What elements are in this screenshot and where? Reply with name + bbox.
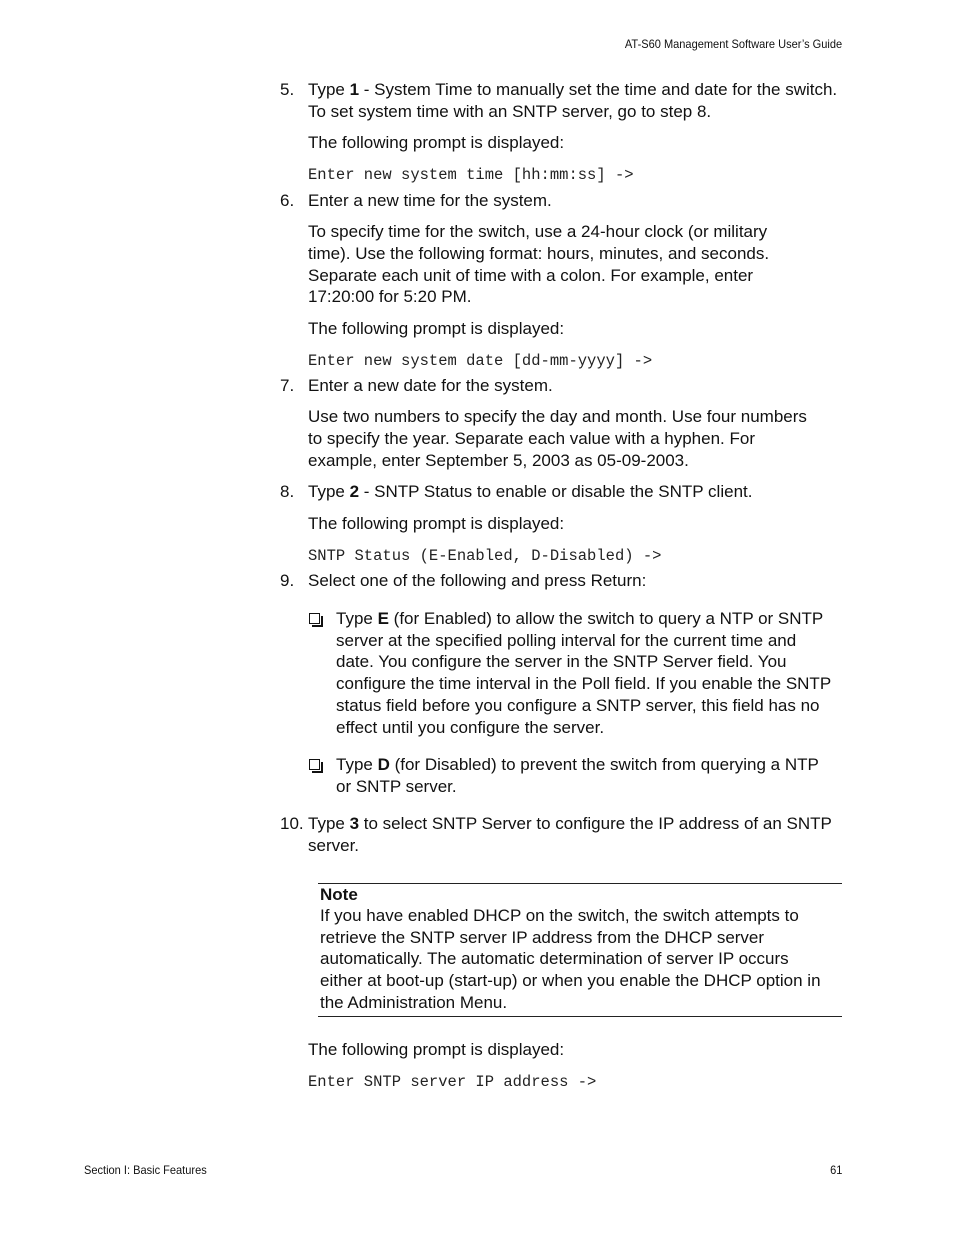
command-prompt: Enter SNTP server IP address -> <box>308 1073 597 1091</box>
bullet-line: or SNTP server. <box>336 777 457 796</box>
step-9-text: Select one of the following and press Return: <box>308 571 647 590</box>
page-footer <box>84 1163 842 1177</box>
bullet-line: server at the specified polling interval for the current time and <box>336 631 797 650</box>
step-text: - System Time to manually set the time and date for the switch. <box>359 80 838 99</box>
bullet-text: Type <box>336 755 378 774</box>
menu-option: 1 <box>349 80 360 99</box>
step-number: 10. <box>280 814 304 833</box>
step-text: to select SNTP Server to configure the IP address of an SNTP <box>359 814 832 833</box>
note-line: the Administration Menu. <box>320 993 508 1012</box>
prompt-label: The following prompt is displayed: <box>308 133 565 152</box>
step-8-text <box>308 481 752 503</box>
bullet-text: (for Disabled) to prevent the switch from querying a NTP <box>389 755 819 774</box>
note-line: retrieve the SNTP server IP address from the DHCP server <box>320 928 765 947</box>
paragraph-line: to specify the year. Separate each value with a hyphen. For <box>308 429 755 448</box>
page-number: 61 <box>829 1163 842 1177</box>
bullet-line: status field before you configure a SNTP server, this field has no <box>336 696 820 715</box>
menu-option: 3 <box>349 814 360 833</box>
bullet-line: date. You configure the server in the SNTP Server field. You <box>336 652 787 671</box>
step-text: Type <box>308 482 350 501</box>
bullet-text: (for Enabled) to allow the switch to query a NTP or SNTP <box>388 609 824 628</box>
step-text: - SNTP Status to enable or disable the SNTP client. <box>359 482 753 501</box>
step-6-text: Enter a new time for the system. <box>308 191 552 210</box>
paragraph-line: time). Use the following format: hours, minutes, and seconds. <box>308 244 770 263</box>
paragraph-line: To specify time for the switch, use a 24-hour clock (or military <box>308 222 768 241</box>
checkbox-bullet-icon <box>309 613 320 624</box>
bullet-disabled-line-1 <box>336 754 819 776</box>
command-prompt: Enter new system date [dd-mm-yyyy] -> <box>308 352 653 370</box>
footer-section: Section I: Basic Features <box>84 1163 207 1177</box>
step-number: 6. <box>280 191 295 210</box>
step-number: 8. <box>280 482 295 501</box>
menu-option: 2 <box>349 482 360 501</box>
bullet-enabled-line-1 <box>336 608 823 630</box>
step-number: 9. <box>280 571 295 590</box>
step-text: Type <box>308 80 350 99</box>
command-prompt: Enter new system time [hh:mm:ss] -> <box>308 166 634 184</box>
command-prompt: SNTP Status (E-Enabled, D-Disabled) -> <box>308 547 662 565</box>
note-top-rule <box>318 883 842 884</box>
step-10-line-1 <box>308 813 832 835</box>
paragraph-line: Separate each unit of time with a colon. For example, enter <box>308 266 754 285</box>
step-5-line-2: To set system time with an SNTP server, go to step 8. <box>308 102 712 121</box>
step-number: 7. <box>280 376 295 395</box>
step-5-line-1 <box>308 79 837 101</box>
bullet-text: Type <box>336 609 378 628</box>
paragraph-line: Use two numbers to specify the day and month. Use four numbers <box>308 407 807 426</box>
bullet-line: configure the time interval in the Poll field. If you enable the SNTP <box>336 674 832 693</box>
note-line: If you have enabled DHCP on the switch, the switch attempts to <box>320 906 799 925</box>
prompt-label: The following prompt is displayed: <box>308 319 565 338</box>
paragraph-line: example, enter September 5, 2003 as 05-09-2003. <box>308 451 689 470</box>
option-key: D <box>377 755 390 774</box>
note-title: Note <box>320 885 358 904</box>
note-bottom-rule <box>318 1016 842 1017</box>
step-text: Type <box>308 814 350 833</box>
step-7-text: Enter a new date for the system. <box>308 376 553 395</box>
checkbox-bullet-icon <box>309 759 320 770</box>
note-line: either at boot-up (start-up) or when you enable the DHCP option in <box>320 971 821 990</box>
prompt-label: The following prompt is displayed: <box>308 514 565 533</box>
step-number: 5. <box>280 80 295 99</box>
note-line: automatically. The automatic determination of server IP occurs <box>320 949 789 968</box>
step-10-line-2: server. <box>308 836 360 855</box>
prompt-label: The following prompt is displayed: <box>308 1040 565 1059</box>
option-key: E <box>377 609 389 628</box>
running-header: AT-S60 Management Software User’s Guide <box>624 37 842 51</box>
paragraph-line: 17:20:00 for 5:20 PM. <box>308 287 472 306</box>
bullet-line: effect until you configure the server. <box>336 718 605 737</box>
